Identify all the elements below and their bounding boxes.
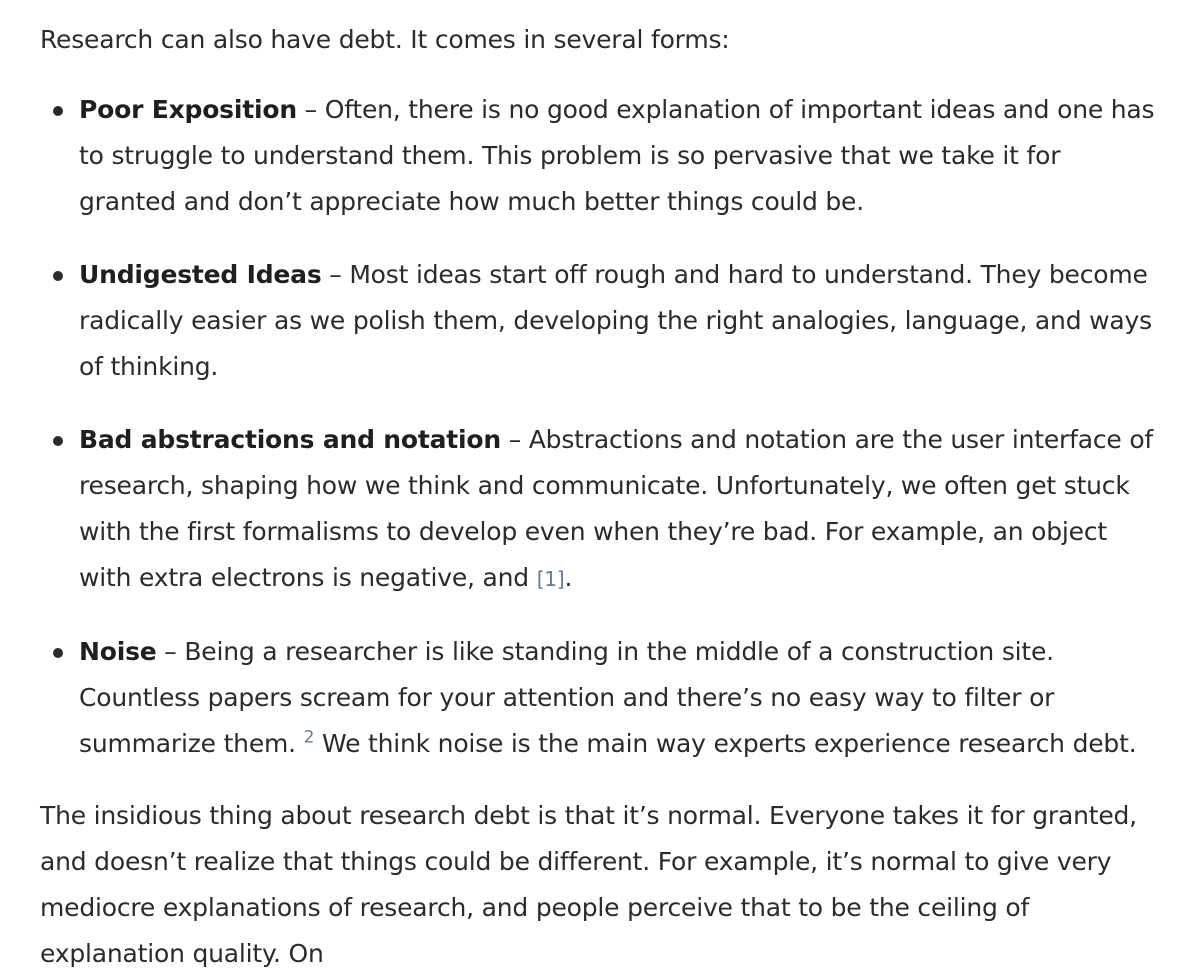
term-undigested-ideas: Undigested Ideas: [79, 260, 322, 289]
list-item-undigested-ideas: [0, 252, 1164, 390]
term-poor-exposition: Poor Exposition: [79, 95, 297, 124]
item-description-end: .: [564, 563, 573, 592]
item-description: Often, there is no good explanation of important ideas and one has to struggle to understand them. This problem is so pervasive that we take it for granted and don’t appreciate how much better things could be.: [79, 95, 1155, 216]
list-item-poor-exposition: [0, 87, 1164, 225]
bullet-dot-icon: [53, 648, 63, 658]
term-noise: Noise: [79, 637, 157, 666]
list-item-noise: [0, 629, 1164, 767]
item-description-end: We think noise is the main way experts experience research debt.: [314, 729, 1137, 758]
debt-forms-list: [0, 87, 1200, 794]
citation-link[interactable]: [1]: [536, 567, 565, 591]
item-description: Most ideas start off rough and hard to understand. They become radically easier as we polish them, developing the right analogies, language, and ways of thinking.: [79, 260, 1152, 381]
intro-paragraph: Research can also have debt. It comes in several forms:: [40, 25, 730, 54]
term-dash: –: [156, 637, 185, 666]
term-dash: –: [296, 95, 325, 124]
footnote-marker[interactable]: 2: [303, 727, 315, 748]
term-dash: –: [500, 425, 529, 454]
list-item-bad-abstractions: [0, 417, 1164, 602]
bullet-dot-icon: [53, 271, 63, 281]
term-bad-abstractions: Bad abstractions and notation: [79, 425, 501, 454]
item-description: Being a researcher is like standing in the middle of a construction site. Countless papers scream for your attention and there’s no easy way to filter or summarize them.: [79, 637, 1055, 758]
item-description: Abstractions and notation are the user interface of research, shaping how we think and communicate. Unfortunately, we often get stuck with the first formalisms to develop even when they’re bad. For example, an object with extra electrons is negative, and: [79, 425, 1154, 592]
bullet-dot-icon: [53, 436, 63, 446]
outro-paragraph: The insidious thing about research debt is that it’s normal. Everyone takes it for granted, and doesn’t realize that things could be different. For example, it’s normal to give very mediocre explanations of research, and people perceive that to be the ceiling of explanation quality. On: [40, 801, 1137, 968]
bullet-dot-icon: [53, 106, 63, 116]
term-dash: –: [321, 260, 350, 289]
